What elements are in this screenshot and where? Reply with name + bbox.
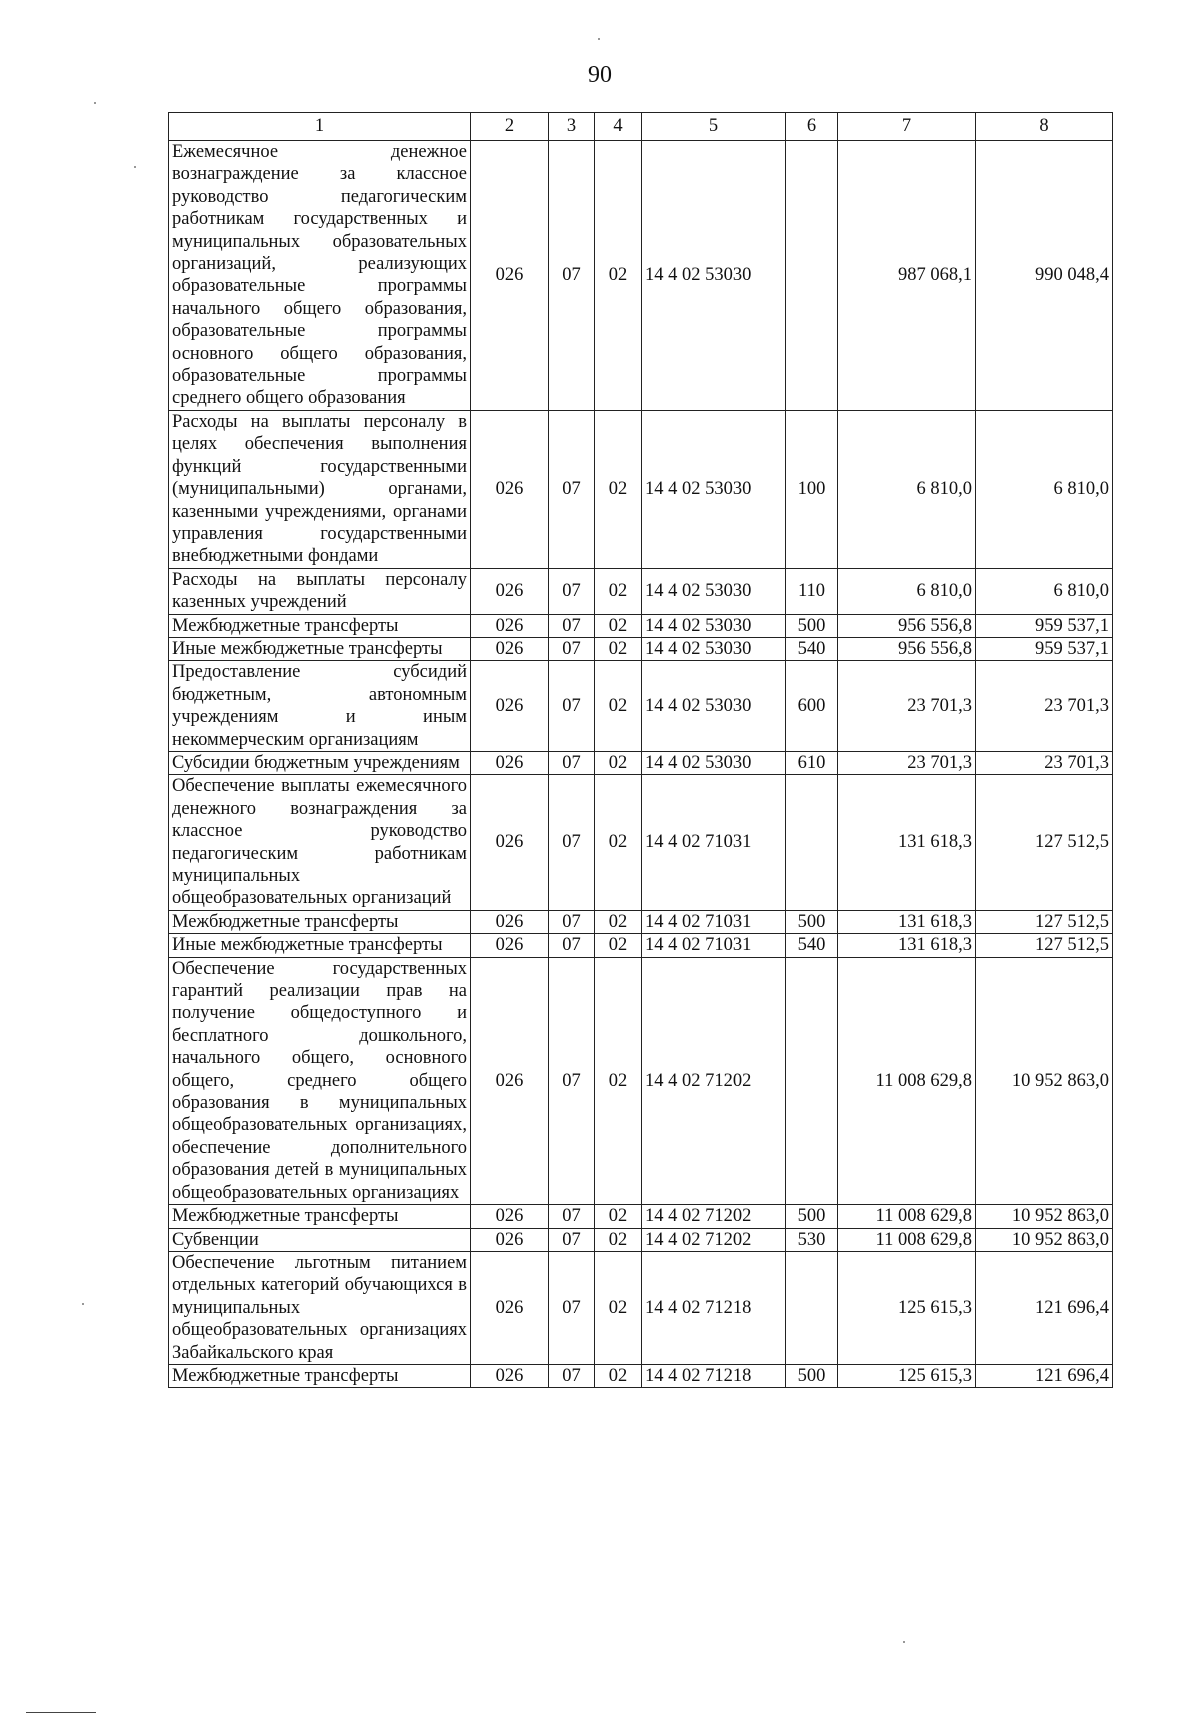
subsection-code: 02 [595, 141, 642, 411]
amount-year-2: 959 537,1 [976, 637, 1113, 660]
scan-speck [903, 1641, 905, 1643]
expense-type-code [786, 141, 838, 411]
section-code: 07 [549, 568, 595, 614]
subsection-code: 02 [595, 614, 642, 637]
target-article-code: 14 4 02 71218 [642, 1364, 786, 1387]
ministry-code: 026 [471, 1364, 549, 1387]
expense-type-code: 500 [786, 910, 838, 933]
expense-type-code: 530 [786, 1228, 838, 1251]
amount-year-2: 23 701,3 [976, 751, 1113, 774]
expense-type-code: 100 [786, 410, 838, 568]
ministry-code: 026 [471, 957, 549, 1204]
target-article-code: 14 4 02 71031 [642, 934, 786, 957]
amount-year-1: 125 615,3 [838, 1251, 976, 1364]
table-row [169, 751, 1113, 774]
ministry-code: 026 [471, 1251, 549, 1364]
section-code: 07 [549, 614, 595, 637]
amount-year-1: 131 618,3 [838, 910, 976, 933]
section-code: 07 [549, 1228, 595, 1251]
header-row [169, 113, 1113, 141]
table-row [169, 1364, 1113, 1387]
table-row [169, 1251, 1113, 1364]
ministry-code: 026 [471, 1205, 549, 1228]
table-row [169, 1228, 1113, 1251]
ministry-code: 026 [471, 661, 549, 752]
amount-year-1: 987 068,1 [838, 141, 976, 411]
expense-type-code [786, 1251, 838, 1364]
expense-type-code: 610 [786, 751, 838, 774]
row-name: Обеспечение государственных гарантий реализации прав на получение общедоступного и бесплатного дошкольного, начального общего, основного общего, среднего общего образования в муниципальных общеобразовательных организациях, обеспечение дополнительного образования детей в муниципальных общеобразовательных организациях [169, 957, 471, 1204]
target-article-code: 14 4 02 71031 [642, 910, 786, 933]
budget-table [168, 112, 1113, 1388]
section-code: 07 [549, 637, 595, 660]
row-name: Обеспечение льготным питанием отдельных категорий обучающихся в муниципальных общеобразовательных организациях Забайкальского края [169, 1251, 471, 1364]
amount-year-2: 127 512,5 [976, 934, 1113, 957]
ministry-code: 026 [471, 1228, 549, 1251]
scan-speck [134, 166, 136, 168]
amount-year-1: 11 008 629,8 [838, 1205, 976, 1228]
subsection-code: 02 [595, 1228, 642, 1251]
amount-year-1: 956 556,8 [838, 614, 976, 637]
amount-year-2: 127 512,5 [976, 910, 1113, 933]
expense-type-code: 500 [786, 614, 838, 637]
ministry-code: 026 [471, 637, 549, 660]
table-row [169, 637, 1113, 660]
amount-year-1: 125 615,3 [838, 1364, 976, 1387]
amount-year-2: 121 696,4 [976, 1364, 1113, 1387]
amount-year-2: 127 512,5 [976, 775, 1113, 910]
ministry-code: 026 [471, 751, 549, 774]
section-code: 07 [549, 934, 595, 957]
target-article-code: 14 4 02 71202 [642, 1228, 786, 1251]
amount-year-2: 6 810,0 [976, 568, 1113, 614]
amount-year-1: 6 810,0 [838, 568, 976, 614]
target-article-code: 14 4 02 71218 [642, 1251, 786, 1364]
expense-type-code: 500 [786, 1205, 838, 1228]
row-name: Иные межбюджетные трансферты [169, 637, 471, 660]
column-header: 4 [595, 113, 642, 141]
table-row [169, 568, 1113, 614]
column-header: 8 [976, 113, 1113, 141]
target-article-code: 14 4 02 53030 [642, 637, 786, 660]
amount-year-2: 23 701,3 [976, 661, 1113, 752]
subsection-code: 02 [595, 957, 642, 1204]
section-code: 07 [549, 751, 595, 774]
amount-year-1: 23 701,3 [838, 751, 976, 774]
target-article-code: 14 4 02 71202 [642, 957, 786, 1204]
amount-year-1: 131 618,3 [838, 775, 976, 910]
scan-edge-mark [26, 1712, 96, 1713]
section-code: 07 [549, 957, 595, 1204]
amount-year-2: 10 952 863,0 [976, 1228, 1113, 1251]
scan-speck [94, 102, 96, 104]
amount-year-1: 956 556,8 [838, 637, 976, 660]
section-code: 07 [549, 1364, 595, 1387]
page-number: 90 [588, 62, 612, 88]
target-article-code: 14 4 02 53030 [642, 661, 786, 752]
target-article-code: 14 4 02 53030 [642, 410, 786, 568]
amount-year-2: 10 952 863,0 [976, 1205, 1113, 1228]
ministry-code: 026 [471, 910, 549, 933]
ministry-code: 026 [471, 614, 549, 637]
table-row [169, 661, 1113, 752]
row-name: Расходы на выплаты персоналу в целях обеспечения выполнения функций государственными (муниципальными) органами, казенными учреждениями, органами управления государственными внебюджетными фондами [169, 410, 471, 568]
amount-year-1: 11 008 629,8 [838, 957, 976, 1204]
subsection-code: 02 [595, 934, 642, 957]
table-row [169, 910, 1113, 933]
amount-year-1: 11 008 629,8 [838, 1228, 976, 1251]
section-code: 07 [549, 910, 595, 933]
target-article-code: 14 4 02 53030 [642, 614, 786, 637]
ministry-code: 026 [471, 410, 549, 568]
ministry-code: 026 [471, 568, 549, 614]
row-name: Расходы на выплаты персоналу казенных учреждений [169, 568, 471, 614]
target-article-code: 14 4 02 71031 [642, 775, 786, 910]
scan-speck [82, 1303, 84, 1305]
subsection-code: 02 [595, 568, 642, 614]
row-name: Субсидии бюджетным учреждениям [169, 751, 471, 774]
expense-type-code: 500 [786, 1364, 838, 1387]
table-row [169, 410, 1113, 568]
row-name: Обеспечение выплаты ежемесячного денежного вознаграждения за классное руководство педагогическим работникам муниципальных общеобразовательных организаций [169, 775, 471, 910]
column-header: 3 [549, 113, 595, 141]
expense-type-code [786, 957, 838, 1204]
column-header: 2 [471, 113, 549, 141]
target-article-code: 14 4 02 53030 [642, 751, 786, 774]
row-name: Межбюджетные трансферты [169, 1205, 471, 1228]
subsection-code: 02 [595, 410, 642, 568]
section-code: 07 [549, 410, 595, 568]
section-code: 07 [549, 1205, 595, 1228]
row-name: Межбюджетные трансферты [169, 1364, 471, 1387]
subsection-code: 02 [595, 1251, 642, 1364]
ministry-code: 026 [471, 934, 549, 957]
row-name: Межбюджетные трансферты [169, 614, 471, 637]
amount-year-2: 990 048,4 [976, 141, 1113, 411]
expense-type-code: 540 [786, 934, 838, 957]
ministry-code: 026 [471, 141, 549, 411]
subsection-code: 02 [595, 1364, 642, 1387]
ministry-code: 026 [471, 775, 549, 910]
table-row [169, 141, 1113, 411]
section-code: 07 [549, 1251, 595, 1364]
target-article-code: 14 4 02 53030 [642, 141, 786, 411]
expense-type-code: 110 [786, 568, 838, 614]
subsection-code: 02 [595, 661, 642, 752]
subsection-code: 02 [595, 1205, 642, 1228]
subsection-code: 02 [595, 637, 642, 660]
amount-year-2: 6 810,0 [976, 410, 1113, 568]
table-row [169, 934, 1113, 957]
amount-year-2: 121 696,4 [976, 1251, 1113, 1364]
expense-type-code: 600 [786, 661, 838, 752]
row-name: Межбюджетные трансферты [169, 910, 471, 933]
amount-year-1: 6 810,0 [838, 410, 976, 568]
table-row [169, 775, 1113, 910]
section-code: 07 [549, 661, 595, 752]
column-header: 1 [169, 113, 471, 141]
row-name: Субвенции [169, 1228, 471, 1251]
column-header: 6 [786, 113, 838, 141]
row-name: Иные межбюджетные трансферты [169, 934, 471, 957]
expense-type-code [786, 775, 838, 910]
section-code: 07 [549, 141, 595, 411]
amount-year-1: 23 701,3 [838, 661, 976, 752]
section-code: 07 [549, 775, 595, 910]
expense-type-code: 540 [786, 637, 838, 660]
table-row [169, 957, 1113, 1204]
amount-year-2: 959 537,1 [976, 614, 1113, 637]
subsection-code: 02 [595, 775, 642, 910]
subsection-code: 02 [595, 910, 642, 933]
column-header: 5 [642, 113, 786, 141]
subsection-code: 02 [595, 751, 642, 774]
table-row [169, 1205, 1113, 1228]
column-header: 7 [838, 113, 976, 141]
target-article-code: 14 4 02 53030 [642, 568, 786, 614]
scan-speck [598, 38, 600, 40]
table-row [169, 614, 1113, 637]
amount-year-2: 10 952 863,0 [976, 957, 1113, 1204]
target-article-code: 14 4 02 71202 [642, 1205, 786, 1228]
row-name: Предоставление субсидий бюджетным, автономным учреждениям и иным некоммерческим организациям [169, 661, 471, 752]
amount-year-1: 131 618,3 [838, 934, 976, 957]
row-name: Ежемесячное денежное вознаграждение за классное руководство педагогическим работникам государственных и муниципальных образовательных организаций, реализующих образовательные программы начального общего образования, образовательные программы основного общего образования, образовательные программы среднего общего образования [169, 141, 471, 411]
